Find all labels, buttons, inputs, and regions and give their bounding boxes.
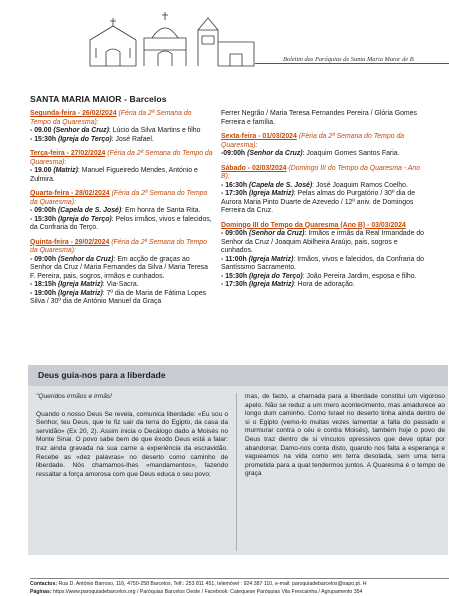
- schedule-entry: [30, 150, 213, 184]
- entry-heading: [30, 110, 213, 127]
- mass-intention: : Lúcio da Silva Martins e filho: [108, 127, 201, 134]
- schedule-entry: [30, 110, 213, 144]
- mass-time: - 15:30h: [221, 272, 248, 280]
- mass-line: [221, 273, 429, 282]
- mass-intention: : José Rafael.: [111, 135, 154, 143]
- entry-heading: [30, 190, 213, 207]
- mass-time: - 15:30h: [30, 215, 57, 223]
- header-rule: [255, 63, 449, 64]
- entry-heading: [30, 150, 213, 167]
- mass-intention: : Via-Sacra.: [102, 281, 139, 288]
- mass-line: [30, 256, 213, 282]
- mass-intention: : João Pereira Jardim, esposa e filho.: [302, 272, 417, 280]
- reflection-header: [28, 365, 448, 386]
- mass-intention: : José Joaquim Ramos Coelho.: [312, 181, 408, 189]
- schedule-entry: [30, 239, 213, 307]
- mass-intention: : Hora de adoração.: [293, 281, 355, 288]
- reflection-left-text: Quando o nosso Deus Se revela, comunica liberdade: «Eu sou o Senhor, teu Deus, que te fiz sair da terra do Egipto, da casa da servidão» (Ex 20, 2). Assim inicia o Decálogo dado a Moisés no Monte Sinai. O povo sabe bem de que êxodo Deus está a falar: traz ainda gravada na sua carne a experiência da escravidão. Recebe as «dez palavras» no deserto como caminho de liberdade. Nós chamamos-lhes «mandamentos», fazendo ressaltar a força amorosa com que Deus educa o seu povo;: [36, 410, 228, 478]
- entry-date: Segunda-feira - 26/02/2024: [30, 110, 117, 117]
- entry-note: (Féria da 2ª Semana do Tempo da Quaresma):: [30, 238, 207, 254]
- mass-line: [30, 167, 213, 184]
- footer: [30, 580, 449, 596]
- entry-heading: [221, 133, 429, 150]
- mass-place: (Igreja Matriz): [57, 281, 103, 288]
- reflection-salutation: "Queridos irmãos e irmãs!: [36, 393, 112, 400]
- entry-heading: [30, 239, 213, 256]
- footer-pages: [30, 588, 449, 596]
- schedule-entry: [221, 222, 429, 290]
- mass-line: [221, 281, 429, 290]
- mass-time: - 09:00h: [221, 230, 248, 237]
- mass-intention: : Pelos irmãos, vivos e falecidos, da Confraria do Terço.: [30, 215, 212, 231]
- mass-intention: : 7º dia de Maria de Fátima Lopes Silva / 30º dia de António Manuel da Graça: [30, 289, 207, 305]
- reflection-title: Deus guia-nos para a liberdade: [38, 370, 166, 380]
- footer-pages-label: Páginas:: [30, 589, 52, 595]
- reflection-box: [28, 365, 448, 555]
- right-column: [221, 110, 429, 296]
- mass-place: (Igreja do Terço): [57, 215, 112, 223]
- mass-line: [30, 136, 213, 145]
- mass-time: - 16:30h: [221, 181, 248, 189]
- entry-date: Terça-feira - 27/02/2024: [30, 150, 106, 157]
- mass-time: - 15:30h: [30, 135, 57, 143]
- church-drawings-icon: [86, 10, 256, 68]
- entry-date: Quarta-feira - 28/02/2024: [30, 190, 110, 197]
- bulletin-header: [0, 0, 449, 78]
- entry-note: (Féria da 2ª Semana do Tempo da Quaresma):: [30, 150, 213, 166]
- mass-line: [221, 150, 429, 159]
- mass-place: (Igreja Matriz): [248, 190, 294, 197]
- left-column: [30, 110, 213, 313]
- mass-place: (Senhor da Cruz): [57, 255, 114, 263]
- mass-time: - 09:00h: [30, 255, 57, 263]
- footer-rule: [30, 578, 449, 579]
- footer-contacts: [30, 580, 449, 588]
- bulletin-title: Boletim das Paróquias de Santa Maria Maior de B: [283, 56, 414, 63]
- mass-line: [30, 127, 213, 136]
- reflection-divider: [236, 393, 237, 551]
- entry-heading: [221, 222, 429, 231]
- mass-place: (Senhor da Cruz): [247, 150, 303, 157]
- entry-date: Sábado - 02/03/2024: [221, 164, 287, 172]
- mass-place: (Capela de S. José): [57, 207, 122, 214]
- mass-time: - 09.00: [30, 127, 52, 134]
- reflection-right-text: mas, de facto, a chamada para a liberdade constitui um vigoroso apelo. Não se reduz a um mero acontecimento, mas amadurece ao longo dum caminho. Como Israel no deserto tinha ainda dentro de si o Egipto (vemo-lo muitas vezes lamentar a falta do passado e murmurar contra o céu e contra Moisés), também hoje o povo de Deus traz dentro de si vínculos opressivos que deve optar por abandonar. Damo-nos conta disto, quando nos falta a esperança e vagueamos na vida como em terra desolada, sem uma terra prometida para a qual tendermos juntos. A Quaresma é o tempo de graça: [245, 393, 445, 478]
- mass-place: (Igreja Matriz): [248, 255, 294, 263]
- reflection-left-column: [36, 393, 228, 479]
- entry-note: (Féria da 2ª Semana do Tempo da Quaresma):: [30, 110, 192, 126]
- mass-time: -09:00h: [221, 150, 246, 157]
- mass-place: (Igreja Matriz): [248, 281, 294, 288]
- entry-heading: [221, 165, 429, 182]
- mass-time: - 17:30h: [221, 281, 248, 288]
- mass-place: (Senhor da Cruz): [248, 230, 305, 237]
- mass-line: [221, 230, 429, 256]
- mass-intention: : Em honra de Santa Rita.: [121, 207, 201, 214]
- entry-date: Quinta-feira - 29/02/2024: [30, 238, 110, 246]
- mass-intention: : Em acção de graças ao Senhor da Cruz / Maria Fernandes da Silva / Maria Teresa F. Pereira, pais, sogros, irmãos e cunhados.: [30, 255, 208, 280]
- entry-date: Domingo III do Tempo da Quaresma (Ano B) - 03/03/2024: [221, 221, 406, 229]
- entry-date: Sexta-feira - 01/03/2024: [221, 133, 297, 140]
- mass-line: [30, 207, 213, 216]
- footer-contacts-label: Contactos:: [30, 581, 58, 587]
- mass-intention: : Irmãos e irmãs da Real Irmandade do Senhor da Cruz / Joaquim Abilheira Araújo, pais, sogros e cunhados.: [221, 230, 424, 254]
- mass-line: [30, 290, 213, 307]
- mass-time: - 19.00: [30, 167, 52, 174]
- mass-time: - 18:15h: [30, 281, 57, 288]
- schedule-entry: [221, 133, 429, 159]
- mass-time: - 19:00h: [30, 289, 57, 297]
- mass-place: (Senhor da Cruz): [53, 127, 109, 134]
- footer-contacts-text: Rua D. António Barroso, 116, 4750-258 Barcelos, Telf.: 253 811 451, telemóvel : 924 387 110, e-mail: paroquiadebarcelos@sapo.pt. H: [57, 581, 367, 587]
- mass-place: (Igreja Matriz): [57, 289, 103, 297]
- mass-line: [221, 182, 429, 191]
- schedule-entry: [30, 190, 213, 233]
- right-entries: [221, 133, 429, 290]
- mass-line: [221, 256, 429, 273]
- page-title: SANTA MARIA MAIOR - Barcelos: [30, 94, 167, 104]
- mass-time: - 09:00h: [30, 207, 57, 214]
- footer-pages-text: https://www.paroquiadebarcelos.org / Paróquias Barcelos Oeste / Facebook: Catequese Paróquias Vila Frescainha / Agrupamento 354: [51, 589, 363, 595]
- mass-intention: : Irmãos, vivos e falecidos, da Confraria do Santíssimo Sacramento.: [221, 255, 424, 271]
- mass-place: (Igreja do Terço): [57, 135, 112, 143]
- mass-time: - 11:00h: [221, 255, 247, 263]
- entry-note: (Féria da 2ª Semana do Tempo da Quaresma):: [221, 133, 405, 149]
- mass-line: [221, 190, 429, 216]
- schedule-entry: [221, 165, 429, 216]
- mass-intention: : Manuel Figueiredo Mendes, António e Zulmira.: [30, 167, 198, 183]
- mass-time: - 17:30h: [221, 190, 248, 197]
- mass-intention: : Joaquim Gomes Santos Faria.: [302, 150, 400, 157]
- entry-note: (Domingo III do Tempo da Quaresma - Ano B):: [221, 164, 421, 180]
- mass-line: [30, 281, 213, 290]
- entry-note: (Féria da 2ª Semana do Tempo da Quaresma):: [30, 190, 208, 206]
- mass-place: (Capela de S. José): [248, 181, 313, 189]
- mass-place: (Igreja do Terço): [248, 272, 303, 280]
- right-intro: Ferrer Negrão / Maria Teresa Fernandes Pereira / Glória Gomes Ferreira e família.: [221, 110, 417, 126]
- mass-intention: : Pelas almas do Purgatório / 30º dia de Aurora Maria Pinto Duarte de Azevedo / 12º aniv. de Domingos Ferreira da Cruz.: [221, 190, 416, 214]
- mass-line: [30, 216, 213, 233]
- mass-place: (Matriz): [53, 167, 78, 174]
